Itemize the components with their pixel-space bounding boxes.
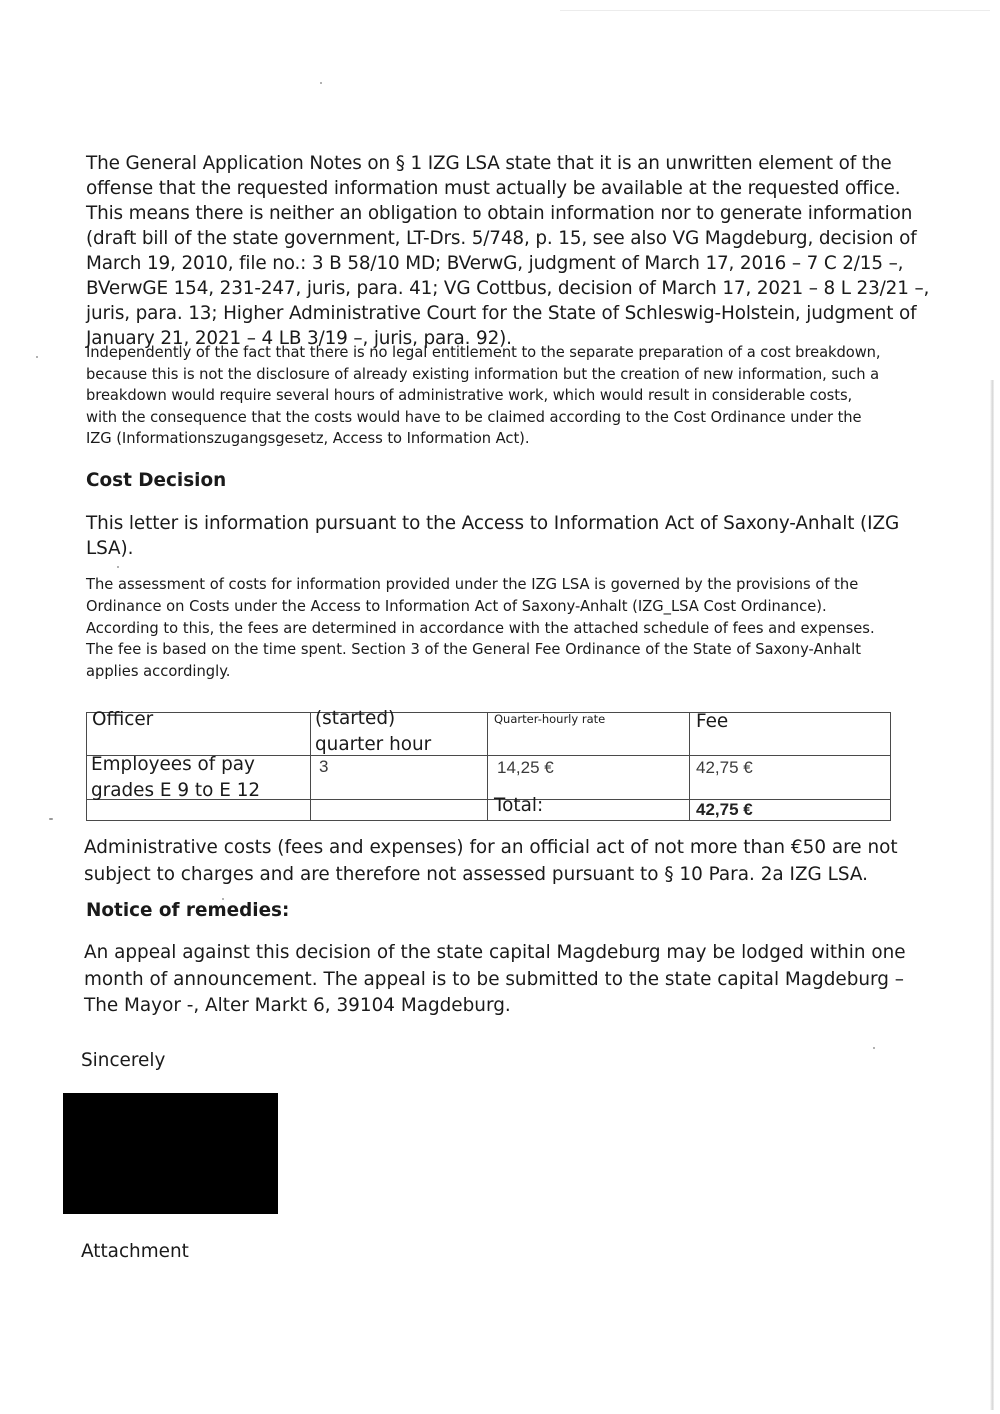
notes-line: juris, para. 13; Higher Administrative Court for the State of Schleswig-Holstein, judgment of bbox=[86, 303, 917, 324]
table-border bbox=[890, 712, 891, 821]
table-border bbox=[689, 712, 690, 821]
notes-line: BVerwGE 154, 231-247, juris, para. 41; VG Cottbus, decision of March 17, 2021 – 8 L 23/21 –, bbox=[86, 278, 930, 299]
notes-line: January 21, 2021 – 4 LB 3/19 –, juris, para. 92). bbox=[86, 328, 512, 349]
table-border bbox=[310, 712, 311, 821]
salutation: Sincerely bbox=[81, 1050, 166, 1071]
information-statement bbox=[86, 511, 899, 561]
table-border bbox=[86, 712, 891, 713]
notes-line: The General Application Notes on § 1 IZG LSA state that it is an unwritten element of the bbox=[86, 153, 892, 174]
scan-speck bbox=[117, 566, 119, 568]
scan-speck bbox=[873, 1047, 875, 1049]
cost-decision-heading: Cost Decision bbox=[86, 470, 227, 491]
assessment-line: The fee is based on the time spent. Section 3 of the General Fee Ordinance of the State of Saxony-Anhalt bbox=[86, 641, 861, 659]
scan-speck bbox=[49, 818, 53, 820]
assessment-paragraph bbox=[86, 574, 875, 683]
independence-line: with the consequence that the costs would have to be claimed according to the Cost Ordinance under the bbox=[86, 408, 862, 426]
header-officer: Officer bbox=[92, 709, 154, 730]
independence-line: breakdown would require several hours of administrative work, which would result in considerable costs, bbox=[86, 387, 853, 405]
table-border bbox=[487, 712, 488, 821]
total-label: Total: bbox=[494, 795, 544, 816]
scan-speck bbox=[36, 356, 38, 358]
notes-line: This means there is neither an obligation to obtain information nor to generate information bbox=[86, 203, 913, 224]
administrative-costs-paragraph bbox=[84, 834, 898, 888]
row-rate: 14,25 € bbox=[497, 758, 554, 777]
header-quarter-hour: quarter hour bbox=[315, 734, 432, 755]
header-started: (started) bbox=[315, 708, 396, 729]
row-officer-grades: grades E 9 to E 12 bbox=[91, 780, 261, 801]
fee-table bbox=[86, 708, 891, 821]
notes-line: (draft bill of the state government, LT-Drs. 5/748, p. 15, see also VG Magdeburg, decision of bbox=[86, 228, 917, 249]
remedies-heading: Notice of remedies: bbox=[86, 900, 290, 921]
appeal-line: month of announcement. The appeal is to be submitted to the state capital Magdeburg – bbox=[84, 968, 904, 990]
redacted-signature bbox=[63, 1093, 278, 1214]
information-line: LSA). bbox=[86, 538, 134, 559]
appeal-line: The Mayor -, Alter Markt 6, 39104 Magdeburg. bbox=[84, 995, 511, 1016]
table-border bbox=[86, 712, 87, 821]
appeal-paragraph bbox=[84, 940, 906, 1020]
assessment-line: According to this, the fees are determined in accordance with the attached schedule of fees and expenses. bbox=[86, 619, 875, 637]
information-line: This letter is information pursuant to the Access to Information Act of Saxony-Anhalt (IZG bbox=[86, 513, 900, 534]
row-fee: 42,75 € bbox=[696, 758, 753, 777]
appeal-line: An appeal against this decision of the state capital Magdeburg may be lodged within one bbox=[84, 942, 906, 963]
independence-line: IZG (Informationszugangsgesetz, Access to Information Act). bbox=[86, 430, 530, 448]
independence-paragraph bbox=[86, 342, 881, 450]
row-officer: Employees of pay bbox=[91, 754, 255, 775]
notes-line: March 19, 2010, file no.: 3 B 58/10 MD; BVerwG, judgment of March 17, 2016 – 7 C 2/15 –, bbox=[86, 253, 904, 274]
assessment-line: Ordinance on Costs under the Access to Information Act of Saxony-Anhalt (IZG_LSA Cost Ordinance). bbox=[86, 597, 827, 615]
scan-edge-shadow bbox=[990, 380, 994, 1410]
total-value: 42,75 € bbox=[696, 800, 753, 819]
independence-line: Independently of the fact that there is no legal entitlement to the separate preparation of a cost breakdown, bbox=[86, 344, 881, 361]
table-border bbox=[86, 820, 891, 821]
admin-line: Administrative costs (fees and expenses) for an official act of not more than €50 are not bbox=[84, 837, 898, 858]
admin-line: subject to charges and are therefore not assessed pursuant to § 10 Para. 2a IZG LSA. bbox=[84, 864, 868, 885]
header-fee: Fee bbox=[696, 711, 729, 732]
header-rate: Quarter-hourly rate bbox=[494, 712, 606, 726]
scan-speck bbox=[320, 82, 322, 84]
assessment-line: applies accordingly. bbox=[86, 663, 231, 681]
notes-paragraph bbox=[86, 151, 929, 351]
row-quarter-hours: 3 bbox=[319, 757, 329, 776]
notes-line: offense that the requested information must actually be available at the requested office. bbox=[86, 178, 901, 199]
attachment-label: Attachment bbox=[81, 1241, 189, 1262]
assessment-line: The assessment of costs for information provided under the IZG LSA is governed by the provisions of the bbox=[86, 576, 859, 593]
independence-line: because this is not the disclosure of already existing information but the creation of new information, such a bbox=[86, 365, 880, 383]
scan-edge-line bbox=[560, 10, 990, 11]
